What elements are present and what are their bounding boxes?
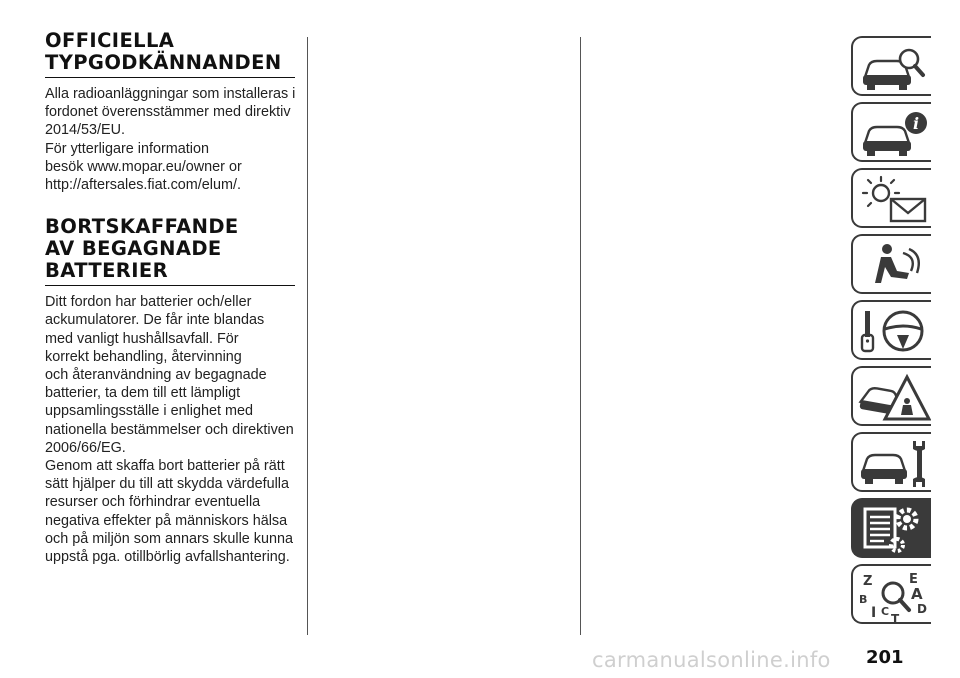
- tab-dashboard[interactable]: [851, 102, 931, 162]
- tab-technical-data[interactable]: [851, 498, 931, 558]
- svg-text:i: i: [913, 114, 920, 133]
- text-line: och återanvändning av begagnade: [45, 367, 267, 384]
- text-line: med vanligt hushållsavfall. För: [45, 330, 239, 347]
- index-letter: T: [891, 612, 900, 623]
- heading-line: AV BEGAGNADE: [45, 237, 222, 261]
- text-line: uppsamlingsställe i enlighet med: [45, 403, 253, 420]
- text-line: besök www.mopar.eu/owner or: [45, 158, 242, 175]
- tab-starting-driving[interactable]: [851, 300, 931, 360]
- text-line: 2014/53/EU.: [45, 122, 126, 139]
- section-heading-approvals: [45, 30, 295, 78]
- tab-index[interactable]: [851, 564, 931, 624]
- text-line: ackumulatorer. De får inte blandas: [45, 312, 265, 329]
- heading-line: BORTSKAFFANDE: [45, 215, 239, 239]
- text-line: Genom att skaffa bort batterier på rätt: [45, 458, 285, 475]
- content-column: [45, 30, 295, 566]
- text-line: och på miljön som annars skulle kunna: [45, 530, 293, 547]
- tab-warning-lights[interactable]: [851, 168, 931, 228]
- index-letter: B: [859, 593, 868, 606]
- index-letter: I: [871, 605, 877, 621]
- column-divider: [580, 37, 581, 635]
- approvals-paragraph: [45, 85, 295, 194]
- index-letter: D: [917, 602, 927, 616]
- heading-line: BATTERIER: [45, 259, 169, 283]
- text-line: Alla radioanläggningar som installeras i: [45, 86, 296, 102]
- tab-get-to-know-car[interactable]: [851, 36, 931, 96]
- text-line: resurser och förhindrar eventuella: [45, 494, 261, 511]
- page-number: 201: [866, 647, 904, 668]
- car-info-icon: [857, 107, 931, 161]
- tab-maintenance[interactable]: [851, 432, 931, 492]
- heading-line: OFFICIELLA: [45, 29, 175, 52]
- heading-line: TYPGODKÄNNANDEN: [45, 51, 282, 74]
- specs-gear-icon: [857, 503, 931, 557]
- text-line: batterier, ta dem till ett lämpligt: [45, 385, 241, 402]
- car-search-icon: [857, 41, 931, 95]
- section-heading-batteries: [45, 216, 295, 286]
- tab-safety[interactable]: [851, 234, 931, 294]
- batteries-paragraph: [45, 293, 295, 566]
- car-wrench-icon: [857, 437, 931, 491]
- index-letter: A: [911, 585, 923, 603]
- warning-lights-message-icon: [857, 173, 931, 227]
- text-line: korrekt behandling, återvinning: [45, 348, 242, 365]
- text-line: 2006/66/EG.: [45, 439, 126, 456]
- index-letter: E: [909, 572, 918, 587]
- column-divider: [307, 37, 308, 635]
- tab-emergency[interactable]: [851, 366, 931, 426]
- watermark: carmanualsonline.info: [592, 648, 831, 672]
- text-line: uppstå pga. otillbörlig avfallshantering.: [45, 549, 290, 566]
- text-line: För ytterligare information: [45, 140, 209, 157]
- alphabetical-index-icon: [857, 569, 931, 623]
- text-line: sätt hjälper du till att skydda värdefulla: [45, 476, 289, 493]
- text-line: Ditt fordon har batterier och/eller: [45, 294, 252, 311]
- text-line: negativa effekter på människors hälsa: [45, 512, 288, 529]
- seat-airbag-icon: [857, 239, 931, 293]
- crash-warning-triangle-icon: [857, 371, 931, 425]
- index-letter: C: [881, 605, 890, 618]
- index-letter: Z: [863, 574, 873, 589]
- text-line: fordonet överensstämmer med direktiv: [45, 104, 291, 121]
- key-steering-wheel-icon: [857, 305, 931, 359]
- text-line: nationella bestämmelser och direktiven: [45, 421, 294, 438]
- text-line: http://aftersales.fiat.com/elum/.: [45, 177, 241, 194]
